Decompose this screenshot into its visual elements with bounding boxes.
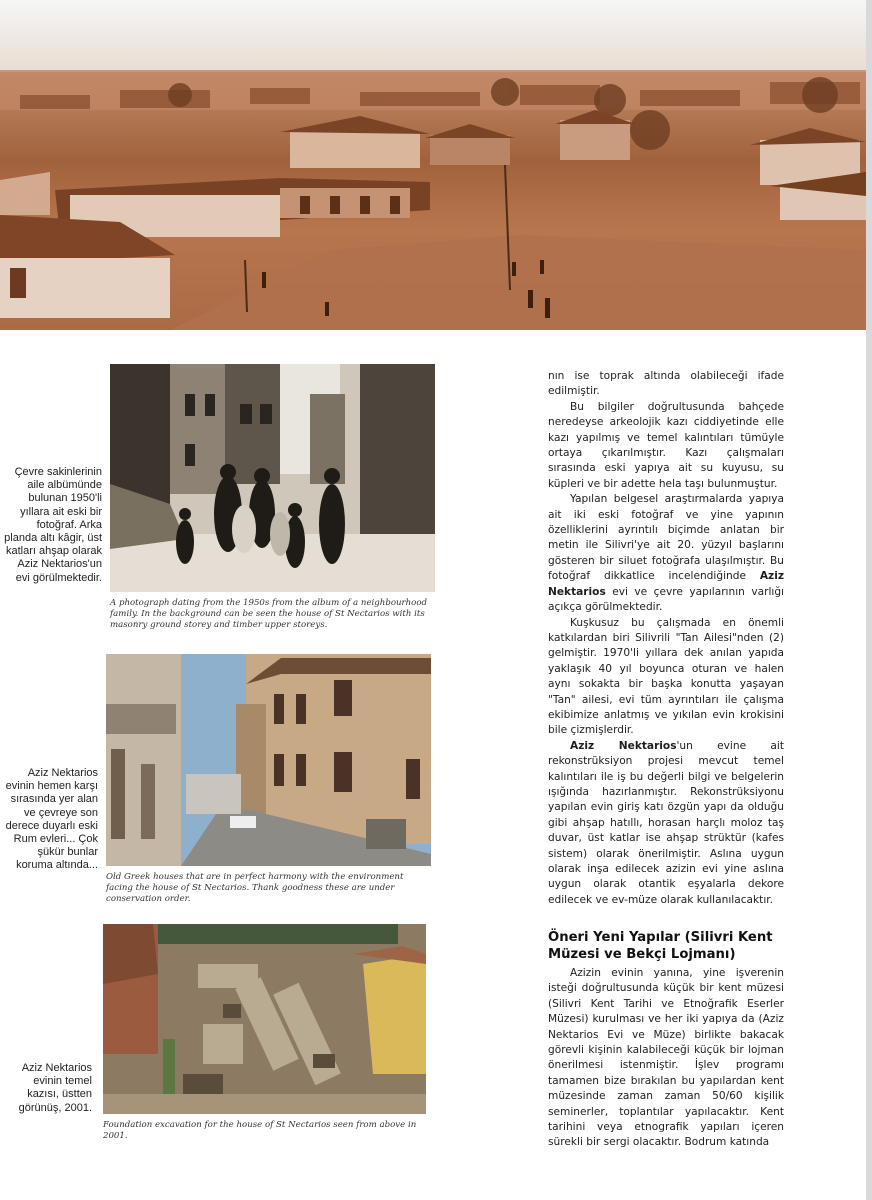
- paragraph-1: nın ise toprak altında olabileceği ifade edilmiştir.: [548, 370, 784, 398]
- paragraph-3-text-a: Yapılan belgesel araştırmalarda yapıya ait iki eski fotoğraf ve yine yapının özelliklerini ayrıntılı biçimde anlatan bir metin ile Silivri'ye ait 20. yüzyıl başlarını gösteren bir siluet fotoğrafa ulaşılmıştır. Bu fotoğraf dikkatlice incelendiğinde: [548, 493, 784, 583]
- paragraph-5-bold: Aziz Nektarios: [570, 739, 677, 752]
- photo1-side-caption: Çevre sakinlerinin aile albümünde bulunan 1950'li yıllara ait eski bir fotoğraf. Arka planda altı kâgir, üst katları ahşap olarak Aziz Nektarios'un evi görülmektedir.: [4, 466, 102, 584]
- paragraph-2: Bu bilgiler doğrultusunda bahçede neredeyse arkeolojik kazı ciddiyetinde elle kazı yapılmış ve temel kalıntıları tümüyle ortaya çıkarılmıştır. Kazı çalışmaları sırasında eski yapıya ait su kuyusu, su küpleri ve bir adette hela taşı bulunmuştur.: [548, 400, 784, 490]
- paragraph-6: Azizin evinin yanına, yine işverenin isteği doğrultusunda küçük bir kent müzesi (Silivri Kent Tarihi ve Etnoğrafik Eserler Müzesi) kurulması ve her iki yapıya da (Aziz Nektarios Evi ve Müze) birlikte bakacak görevli kişinin kalabileceği küçük bir lojman önerilmesi istenmiştir. İşlev programı tamamen bize bırakılan bu yapılardan kent müzesinde zaman zaman 50/60 kişilik seminerler, toplantılar yapılacaktır. Kent tarihini veya etnografik yapıları içeren sürekli bir sergi olacaktır. Bodrum katında: [548, 967, 784, 1149]
- panorama-photo: [0, 0, 866, 330]
- panorama-town-illustration: [0, 0, 866, 330]
- paragraph-3-bold: Aziz Nektarios: [548, 570, 784, 598]
- body-text-column-lower: [548, 966, 784, 1151]
- photo2-side-caption: Aziz Nektarios evinin hemen karşı sırasında yer alan ve çevreye son derece duyarlı eski Rum evleri... Çok şükür bunlar koruma altında...: [5, 767, 98, 872]
- photo2-english-caption: Old Greek houses that are in perfect harmony with the environment facing the house of St Nectarios. Thank goodness these are under conservation order.: [106, 872, 404, 904]
- body-text-column-upper: [548, 369, 784, 908]
- greek-houses-photo: [106, 654, 431, 866]
- paragraph-5-text: 'un evine ait rekonstrüksiyon projesi mevcut temel kalıntıları ile iş bu değerli bilgi ve belgelerin ışığında hazırlanmıştır. Rekonstrüksiyonu yapılan evin giriş katı özgün yapı da olduğu gibi ahşap hatıllı, horasan harçlı moloz taş duvar, üst katlar ise ahşap strüktür (kafes sistem) olarak önerilmiştir. Aslına uygun olarak inşa edilecek azizin evi yine aslına uygun olarak otantik eşyalarla dekore edilecek ve ev-müze olarak kullanılacaktır.: [548, 739, 784, 906]
- photo3-english-caption: Foundation excavation for the house of St Nectarios seen from above in 2001.: [103, 1120, 417, 1141]
- paragraph-4: Kuşkusuz bu çalışmada en önemli katkılardan biri Silivrili "Tan Ailesi"nden (2) gelmiştir. 1970'li yıllara dek anılan yapıda yaklaşık 40 yıl boyunca oturan ve halen aynı sokakta bir başka konutta yaşayan "Tan" ailesi, evi tüm ayrıntıları ile çalışma ekibimize anlatmış ve yıkılan evin krokisini bile çizmişlerdir.: [548, 616, 784, 737]
- excavation-photo: [103, 924, 426, 1114]
- photo1-english-caption: A photograph dating from the 1950s from the album of a neighbourhood family. In the background can be seen the house of St Nectarios with its masonry ground storey and timber upper storeys.: [110, 598, 428, 630]
- family-photo-1950s: [110, 364, 435, 592]
- page-edge: [866, 0, 872, 1200]
- photo3-side-caption: Aziz Nektarios evinin temel kazısı, üstten görünüş, 2001.: [18, 1062, 92, 1114]
- paragraph-3: [548, 492, 784, 615]
- paragraph-3-text-b: evi ve çevre yapılarının varlığı açıkça görülmektedir.: [548, 585, 784, 614]
- paragraph-5: [548, 739, 784, 908]
- section-heading: Öneri Yeni Yapılar (Silivri Kent Müzesi ve Bekçi Lojmanı): [548, 930, 773, 962]
